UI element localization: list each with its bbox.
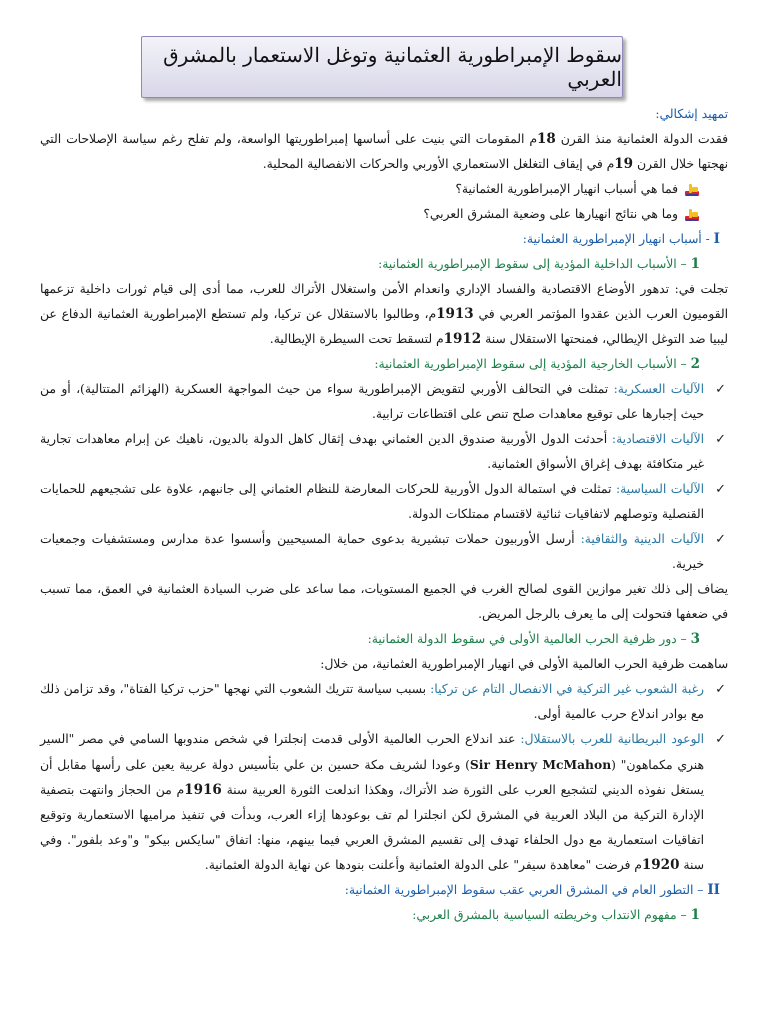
- checkmark-icon: ✓: [715, 482, 726, 497]
- year-1920: 1920: [641, 857, 680, 873]
- item-text: تمثلت في استمالة الدول الأوربية للحركات المعارضة للنظام العثماني إلى جانبهم، علاوة على تشجيعهم للحمايات القنصلية وتوصلهم لاتفاقيات ثنائية لاقتسام ممتلكات الدولة.: [40, 482, 704, 521]
- list-item-economic: [40, 427, 728, 477]
- checkmark-icon: ✓: [715, 682, 726, 697]
- item-text: ) وعودا لشريف مكة حسين بن علي بتأسيس دولة عربية يعين على رأسها مقابل أن يستغل نفوذه الديني لتشجيع العرب على الثورة ضد الأتراك، وهكذا اندلعت الثورة العربية سنة: [40, 758, 704, 797]
- section-1-title: - أسباب انهيار الإمبراطورية العثمانية:: [522, 232, 714, 246]
- intro-text-c: م في إيقاف التغلغل الاستعماري الأوربي والحركات الانفصالية المحلية.: [262, 157, 615, 171]
- hand-pointer-icon: [684, 207, 700, 223]
- internal-causes-text: [40, 277, 728, 352]
- page-title: سقوط الإمبراطورية العثمانية وتوغل الاستعمار بالمشرق العربي: [163, 43, 622, 91]
- checkmark-icon: ✓: [715, 382, 726, 397]
- text-run: م، وطالبوا بالاستقلال عن تركيا، ولم تستطع الإمبراطورية العثمانية الدفاع عن ليبيا ضد التوغل الإيطالي، فمنحتها الاستقلال سنة: [40, 307, 728, 346]
- subsection-number: 1: [690, 256, 700, 272]
- item-term: الآليات السياسية:: [615, 482, 705, 496]
- section-1-heading: [40, 227, 728, 252]
- item-term: الوعود البريطانية للعرب بالاستقلال:: [520, 732, 705, 746]
- year-1916: 1916: [184, 782, 222, 798]
- subsection-1-3-heading: [40, 627, 728, 652]
- intro-question-1: [40, 177, 728, 202]
- subsection-1-2-heading: [40, 352, 728, 377]
- checkmark-icon: ✓: [715, 432, 726, 447]
- item-text: تمثلت في التحالف الأوربي لتقويض الإمبراطورية سواء من حيث المواجهة العسكرية (الهزائم المتتالية)، أو من حيث إجبارها على توقيع معاهدات صلح تنص على اقتطاعات ترابية.: [40, 382, 704, 421]
- subsection-title: – الأسباب الداخلية المؤدية إلى سقوط الإمبراطورية العثمانية:: [378, 257, 691, 271]
- subsection-title: – دور ظرفية الحرب العالمية الأولى في سقوط الدولة العثمانية:: [367, 632, 691, 646]
- item-text: م فرضت "معاهدة سيفر" على الدولة العثمانية وأعلنت بنودها عن نهاية الدولة العثمانية.: [204, 858, 642, 872]
- item-term: الآليات العسكرية:: [613, 382, 704, 396]
- item-term: رغبة الشعوب غير التركية في الانفصال التام عن تركيا:: [430, 682, 704, 696]
- text-run: م لتسقط تحت السيطرة الإيطالية.: [269, 332, 444, 346]
- item-term: الآليات الدينية والثقافية:: [580, 532, 705, 546]
- item-text: أحدثت الدول الأوربية صندوق الدين العثماني بهدف إثقال كاهل الدولة بالديون، ناهيك عن إبرام معاهدات تجارية غير متكافئة بهدف إغراق الأسواق العثمانية.: [40, 432, 704, 471]
- item-text: بسبب سياسة تتريك الشعوب التي نهجها "حزب تركيا الفتاة"، وقد تزامن ذلك مع بوادر اندلاع حرب عالمية أولى.: [40, 682, 704, 721]
- subsection-number: 2: [690, 356, 700, 372]
- hand-pointer-icon: [684, 182, 700, 198]
- text-run: تجلت في: تدهور الأوضاع الاقتصادية والفساد الإداري وانعدام الأمن واستغلال الأتراك للعرب، مما أدى إلى قيام ثورات داخلية تزعمها القوميون العرب الذين عقدوا المؤتمر العربي في: [40, 282, 729, 321]
- list-item-military: [40, 377, 728, 427]
- section-2-heading: [40, 878, 728, 903]
- subsection-1-1-heading: [40, 252, 728, 277]
- intro-century-19: 19: [614, 156, 634, 172]
- intro-century-18: 18: [537, 131, 556, 147]
- subsection-number: 3: [690, 631, 700, 647]
- mcmahon-name: Sir Henry McMahon: [469, 757, 612, 772]
- intro-text: [40, 127, 728, 177]
- item-text: م من الحجاز وانتهت بتصفية الإدارة التركية من البلاد العربية في المشرق لكن انجلترا لم تف بوعودها إزاء العرب، وبدأت في تنفيذ مراميها الاستعمارية وتوقيع اتفاقيات استعمارية مع دول الحلفاء تهدف إلى تقسيم المشرق العربي فيما بينهم، منها: اتفاق "سايكس بيكو" و"وعد بلفور". وفي سنة: [40, 783, 704, 872]
- question-text: وما هي نتائج انهيارها على وضعية المشرق العربي؟: [423, 207, 678, 221]
- section-2-title: – التطور العام في المشرق العربي عقب سقوط الإمبراطورية العثمانية:: [344, 883, 708, 897]
- checkmark-icon: ✓: [715, 532, 726, 547]
- subsection-number: 1: [690, 907, 700, 923]
- section-1-number: I: [713, 231, 720, 247]
- section-2-number: II: [707, 882, 720, 898]
- page-title-box: [141, 36, 623, 98]
- subsection-title: – الأسباب الخارجية المؤدية إلى سقوط الإمبراطورية العثمانية:: [374, 357, 691, 371]
- item-text: أرسل الأوربيون حملات تبشيرية بدعوى حماية المسيحيين وأسسوا عدة مدارس ومستشفيات وجمعيات خيرية.: [40, 532, 704, 571]
- question-text: فما هي أسباب انهيار الإمبراطورية العثمانية؟: [455, 182, 678, 196]
- item-term: الآليات الاقتصادية:: [611, 432, 704, 446]
- list-item-british-promises: [40, 727, 728, 878]
- list-item-separation: [40, 677, 728, 727]
- subsection-title: – مفهوم الانتداب وخريطته السياسية بالمشرق العربي:: [412, 908, 691, 922]
- list-item-religious: [40, 527, 728, 577]
- year-1912: 1912: [443, 331, 482, 347]
- ww1-lead: ساهمت ظرفية الحرب العالمية الأولى في انهيار الإمبراطورية العثمانية، من خلال:: [320, 657, 728, 671]
- item-text: عند اندلاع الحرب العالمية الأولى قدمت إنجلترا في شخص مندوبها السامي في مصر "السير هنري مكماهون" (: [40, 732, 704, 772]
- intro-text-a: فقدت الدولة العثمانية منذ القرن: [555, 132, 728, 146]
- intro-heading: تمهيد إشكالي:: [655, 107, 728, 121]
- document-body: [40, 102, 728, 928]
- external-causes-summary: يضاف إلى ذلك تغير موازين القوى لصالح الغرب في الجميع المستويات، مما ساعد على ضرب السيادة العثمانية في العمق، مما تسبب في ضعفها فتحولت إلى ما يعرف بالرجل المريض.: [40, 582, 728, 621]
- intro-text-b: م المقومات التي بنيت على أساسها إمبراطوريتها الواسعة، ولم تفلح رغم سياسة الإصلاحات التي نهجتها خلال القرن: [40, 132, 728, 171]
- year-1913: 1913: [436, 306, 474, 322]
- subsection-2-1-heading: [40, 903, 728, 928]
- list-item-political: [40, 477, 728, 527]
- intro-question-2: [40, 202, 728, 227]
- checkmark-icon: ✓: [715, 732, 726, 747]
